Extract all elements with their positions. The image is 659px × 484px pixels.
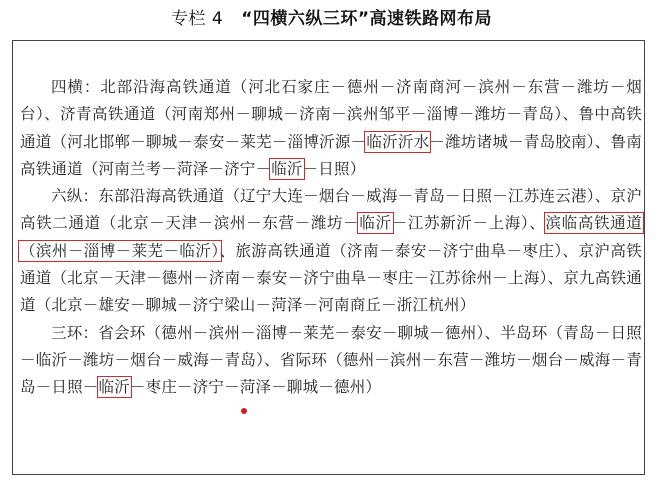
- text-segment: －日照）: [302, 159, 366, 178]
- text-segment: －枣庄－济宁－菏泽－聊城－德州）: [129, 378, 382, 397]
- highlight-binlin-railway: 滨临高铁通道（滨州－淄博－莱芜－临沂）: [20, 214, 642, 260]
- title-text: “四横六纵三环”高速铁路网布局: [241, 9, 493, 29]
- paragraph-four-horizontal: [20, 74, 642, 183]
- column-label: 专栏 4: [170, 9, 224, 29]
- text-segment: 四横：北部沿海高铁通道（河北石家庄－德州－济南商河－滨州－东营－潍坊－烟台）、济青高铁通道（河南郑州－聊城－济南－滨州邹平－淄博－潍坊－青岛）、鲁中高铁通道（河北邯郸－聊城－泰安－莱芜－淄博沂源－: [20, 78, 642, 151]
- highlight-linyi-yishui: 临沂沂水: [366, 132, 430, 151]
- highlight-linyi: 临沂: [271, 159, 303, 178]
- red-marker-dot: [241, 408, 247, 414]
- text-segment: 、旅游高铁通道（济南－泰安－济宁曲阜－枣庄）、京沪高铁通道（北京－天津－德州－济南－泰安－济宁曲阜－枣庄－江苏徐州－上海）、京九高铁通道（北京－雄安－聊城－济宁梁山－菏泽－河南商丘－浙江杭州）: [20, 241, 642, 315]
- text-segment: －潍坊诸城－青岛胶南）、鲁南高铁通道（河南兰考－菏泽－济宁－: [20, 132, 642, 178]
- text-segment: －江苏新沂－上海）、: [391, 214, 546, 233]
- text-segment: 三环：省会环（德州－滨州－淄博－莱芜－泰安－聊城－德州）、半岛环（青岛－日照－临沂－潍坊－烟台－威海－青岛）、省际环（德州－滨州－东营－潍坊－烟台－威海－青岛－日照－: [20, 323, 642, 397]
- box-title: [0, 4, 659, 29]
- highlight-linyi: 临沂: [358, 214, 392, 233]
- paragraph-three-rings: [20, 320, 642, 402]
- paragraph-six-vertical: [20, 183, 642, 319]
- content-body: [20, 74, 642, 402]
- highlight-linyi: 临沂: [98, 378, 130, 397]
- text-segment: 六纵：东部沿海高铁通道（辽宁大连－烟台－威海－青岛－日照－江苏连云港）、京沪高铁二通道（北京－天津－滨州－东营－潍坊－: [20, 187, 642, 233]
